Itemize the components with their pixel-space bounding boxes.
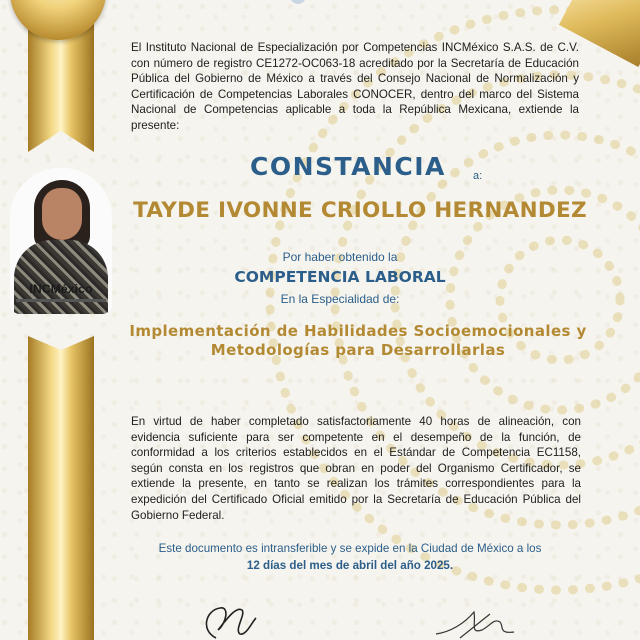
specialty-name — [118, 322, 598, 360]
specialty-label: En la Especialidad de: — [280, 292, 400, 306]
title-suffix: a: — [473, 170, 483, 182]
signature-left — [196, 600, 266, 640]
photo-face — [42, 188, 82, 240]
footer-line-1: Este documento es intransferible y se expide en la Ciudad de México a los — [158, 542, 542, 555]
photo-body — [14, 240, 108, 314]
gold-ribbon-bottom — [28, 336, 94, 640]
recipient-photo — [10, 168, 112, 314]
intro-paragraph: El Instituto Nacional de Especialización por Competencias INCMéxico S.A.S. de C.V. con número de registro CE1272-OC063-18 acreditado por la Secretaría de Educación Pública del Gobierno de México a través del Consejo Nacional de Normalización y Certificación de Competencias Laborales CONOCER, dentro del marco del Sistema Nacional de Competencias aplicable a toda la República Mexicana, extiende la presente: — [131, 41, 579, 132]
document-title: CONSTANCIA — [250, 152, 446, 181]
recipient-name: TAYDE IVONNE CRIOLLO HERNANDEZ — [133, 198, 587, 223]
specialty-line-1: Implementación de Habilidades Socioemocionales y — [129, 322, 587, 340]
obtained-label: Por haber obtenido la — [282, 250, 398, 264]
competency-label: COMPETENCIA LABORAL — [234, 268, 446, 286]
incmexico-logo: INCMéxico — [29, 282, 93, 296]
specialty-line-2: Metodologías para Desarrollarlas — [210, 341, 506, 359]
issue-date: 12 días del mes de abril del año 2025. — [246, 559, 454, 572]
signature-right — [430, 604, 520, 640]
body-paragraph: En virtud de haber completado satisfactoriamente 40 horas de alineación, con evidencia suficiente para ser competente en el desempeño de la función, de conformidad a los criterios establecidos en el Estándar de Competencia EC1158, según consta en los registros que obran en poder del Organismo Certificador, se extiende la presente, en tanto se realizan los trámites correspondientes para la expedición del Certificado Oficial emitido por la Secretaría de Educación Pública del Gobierno Federal. — [131, 415, 581, 522]
logo-subtitle-bar — [16, 299, 106, 302]
